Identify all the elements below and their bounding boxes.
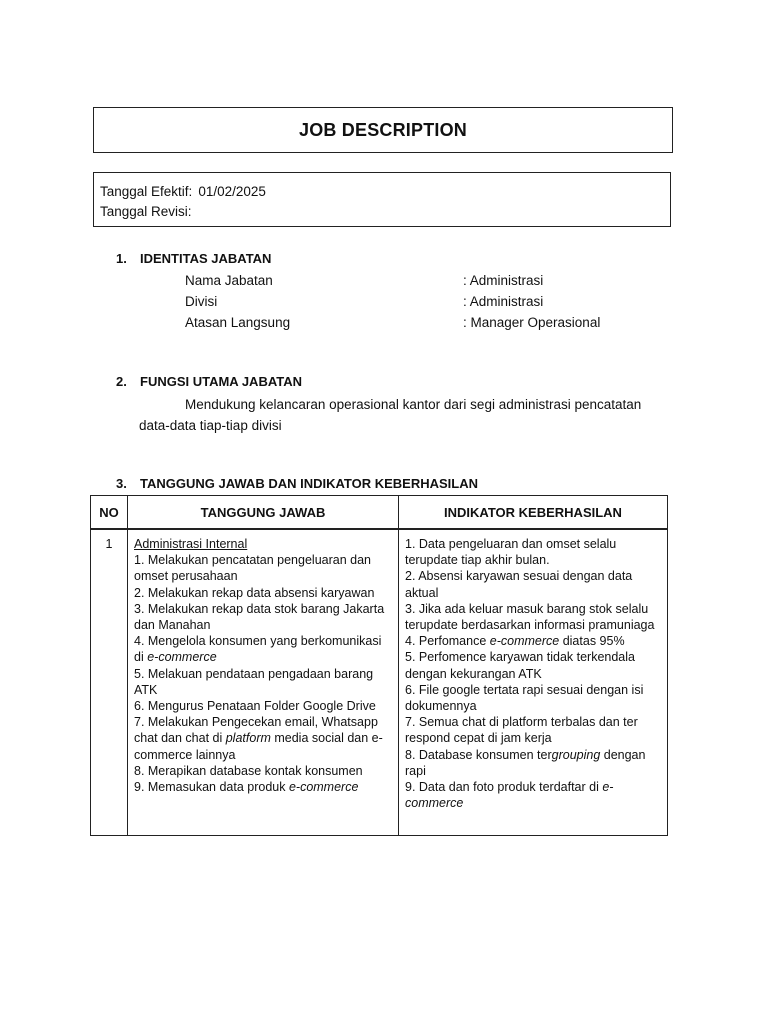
indicator-item: 9. Data dan foto produk terdaftar di e-commerce [405, 780, 614, 811]
category-label: Administrasi Internal [134, 537, 248, 551]
section-3-title: TANGGUNG JAWAB DAN INDIKATOR KEBERHASILAN [140, 476, 479, 491]
section-2-number: 2. [116, 374, 127, 389]
identity-row [185, 312, 600, 333]
responsibility-item: 7. Melakukan Pengecekan email, Whatsapp chat dan chat di platform media social dan e-commerce lainnya [134, 715, 383, 762]
identity-row [185, 270, 600, 291]
responsibility-table [90, 495, 668, 836]
section-2-heading [116, 374, 302, 389]
effective-date-label: Tanggal Efektif: [100, 184, 193, 199]
responsibility-item: 3. Melakukan rekap data stok barang Jakarta dan Manahan [134, 601, 385, 633]
row-number: 1 [91, 529, 128, 836]
section-2-title: FUNGSI UTAMA JABATAN [140, 374, 303, 389]
header-no: NO [91, 496, 128, 530]
identity-list [185, 270, 600, 333]
responsibility-cell [128, 529, 399, 836]
responsibility-item: 8. Merapikan database kontak konsumen [134, 763, 363, 778]
responsibility-item: 9. Memasukan data produk e-commerce [134, 780, 359, 795]
indicator-item: 1. Data pengeluaran dan omset selalu terupdate tiap akhir bulan. [405, 537, 617, 568]
responsibility-item: 4. Mengelola konsumen yang berkomunikasi di e-commerce [134, 634, 382, 665]
effective-date-row [100, 182, 664, 202]
table-header-row [91, 496, 668, 530]
title-box [93, 107, 673, 153]
revision-date-label: Tanggal Revisi: [100, 204, 192, 219]
responsibility-item: 2. Melakukan rekap data absensi karyawan [134, 585, 375, 600]
identity-value: : Administrasi [463, 273, 544, 288]
indicator-cell [399, 529, 668, 836]
responsibility-item: 6. Mengurus Penataan Folder Google Drive [134, 699, 376, 714]
identity-label: Nama Jabatan [185, 273, 273, 288]
document-title: JOB DESCRIPTION [298, 119, 468, 140]
identity-value: : Administrasi [463, 294, 544, 309]
section-3-heading [116, 476, 478, 491]
section-1-heading [116, 251, 271, 266]
indicator-item: 6. File google tertata rapi sesuai dengan isi dokumennya [405, 682, 644, 714]
date-box [93, 172, 671, 227]
indicator-item: 4. Perfomance e-commerce diatas 95% [405, 634, 625, 649]
effective-date-value: 01/02/2025 [198, 184, 266, 199]
responsibility-item: 1. Melakukan pencatatan pengeluaran dan omset perusahaan [134, 553, 371, 584]
responsibility-item: 5. Melakuan pendataan pengadaan barang ATK [134, 666, 374, 697]
indicator-item: 2. Absensi karyawan sesuai dengan data aktual [405, 569, 633, 600]
identity-label: Atasan Langsung [185, 315, 291, 330]
indicator-item: 3. Jika ada keluar masuk barang stok selalu terupdate berdasarkan informasi pramuniaga [405, 601, 655, 633]
main-function-text: Mendukung kelancaran operasional kantor dari segi administrasi pencatatan data-data tiap-tiap divisi [139, 397, 642, 433]
identity-label: Divisi [185, 294, 218, 309]
header-tanggung-jawab: TANGGUNG JAWAB [128, 496, 399, 530]
section-1-number: 1. [116, 251, 127, 266]
revision-date-row [100, 202, 664, 222]
identity-row [185, 291, 600, 312]
header-indikator: INDIKATOR KEBERHASILAN [399, 496, 668, 530]
indicator-item: 5. Perfomence karyawan tidak terkendala dengan kekurangan ATK [405, 650, 635, 681]
indicator-item: 8. Database konsumen tergrouping dengan rapi [405, 747, 646, 778]
section-1-title: IDENTITAS JABATAN [140, 251, 272, 266]
identity-value: : Manager Operasional [463, 315, 601, 330]
indicator-item: 7. Semua chat di platform terbalas dan ter respond cepat di jam kerja [405, 715, 638, 746]
table-row [91, 529, 668, 836]
section-3-number: 3. [116, 476, 127, 491]
